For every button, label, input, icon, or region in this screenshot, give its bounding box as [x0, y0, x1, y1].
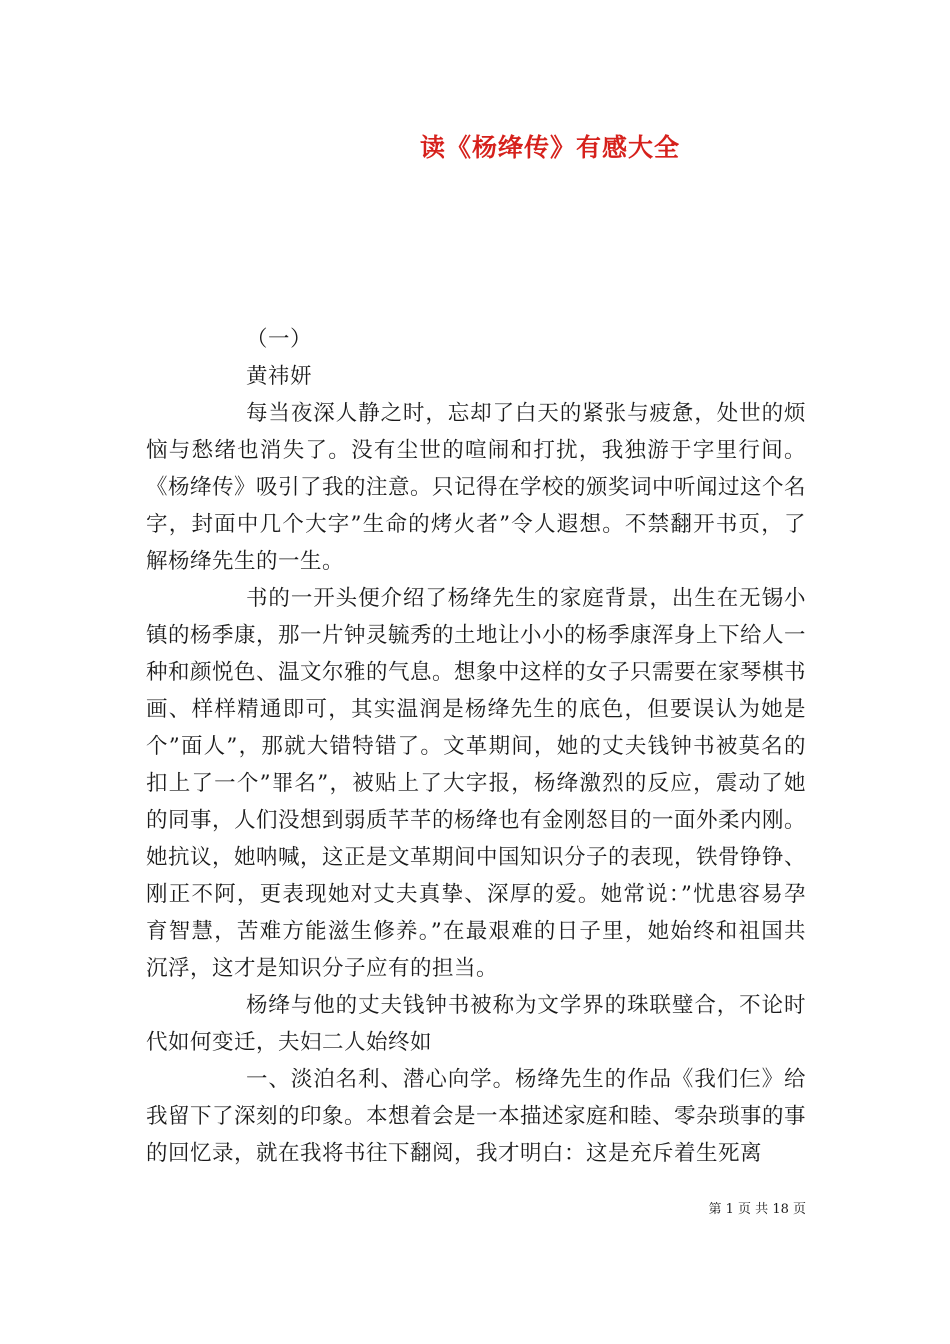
- document-body: [146, 321, 806, 1172]
- paragraph: 书的一开头便介绍了杨绛先生的家庭背景，出生在无锡小镇的杨季康，那一片钟灵毓秀的土地让小小的杨季康浑身上下给人一种和颜悦色、温文尔雅的气息。想象中这样的女子只需要在家琴棋书画、样样精通即可，其实温润是杨绛先生的底色，但要误认为她是个”面人”，那就大错特错了。文革期间，她的丈夫钱钟书被莫名的扣上了一个”罪名”，被贴上了大字报，杨绛激烈的反应，震动了她的同事，人们没想到弱质芊芊的杨绛也有金刚怒目的一面外柔内刚。她抗议，她呐喊，这正是文革期间中国知识分子的表现，铁骨铮铮、刚正不阿，更表现她对丈夫真挚、深厚的爱。她常说：”忧患容易孕育智慧，苦难方能滋生修养。”在最艰难的日子里，她始终和祖国共沉浮，这才是知识分子应有的担当。: [146, 586, 807, 981]
- paragraph: 一、淡泊名利、潜心向学。杨绛先生的作品《我们仨》给我留下了深刻的印象。本想着会是一本描述家庭和睦、零杂琐事的事的回忆录，就在我将书往下翻阅，我才明白：这是充斥着生死离: [146, 1067, 807, 1166]
- page-number: 第 1 页 共 18 页: [708, 1202, 806, 1217]
- author-name: 黄祎妍: [246, 364, 313, 389]
- section-label: （一）: [246, 327, 313, 352]
- paragraph: 每当夜深人静之时，忘却了白天的紧张与疲惫，处世的烦恼与愁绪也消失了。没有尘世的喧闹和打扰，我独游于字里行间。《杨绛传》吸引了我的注意。只记得在学校的颁奖词中听闻过这个名字，封面中几个大字”生命的烤火者”令人遐想。不禁翻开书页，了解杨绛先生的一生。: [146, 401, 807, 574]
- document-title: 读《杨绛传》有感大全: [419, 133, 680, 162]
- paragraph: 杨绛与他的丈夫钱钟书被称为文学界的珠联璧合，不论时代如何变迁，夫妇二人始终如: [146, 993, 806, 1055]
